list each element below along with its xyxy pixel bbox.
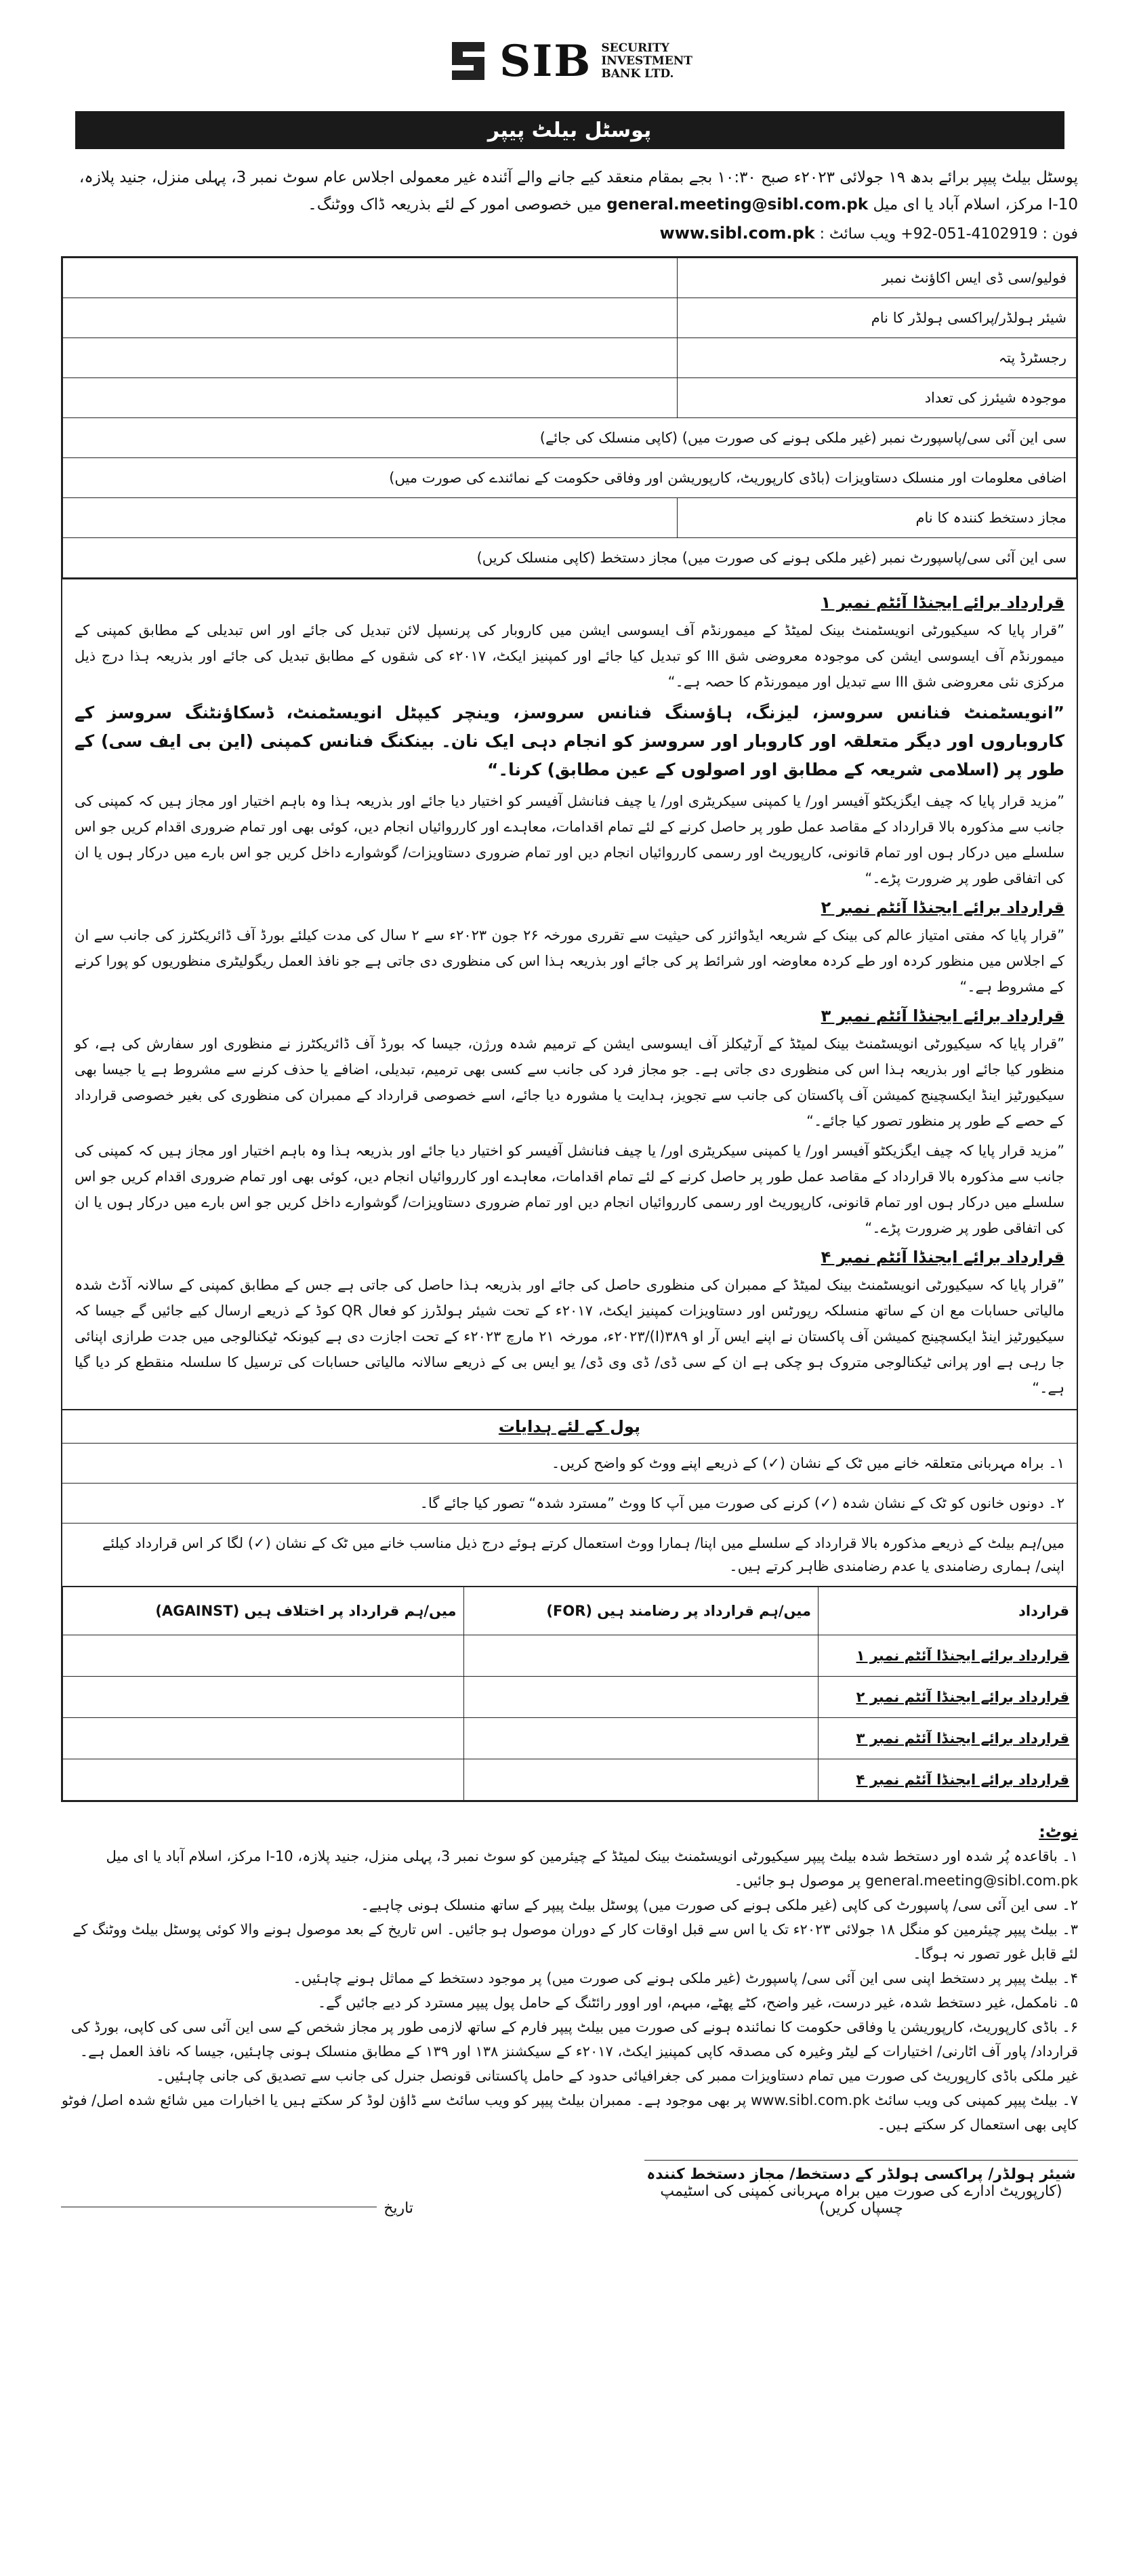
agenda-heading: قرارداد برائے ایجنڈا آئٹم نمبر ۱ bbox=[821, 593, 1064, 612]
field-row bbox=[63, 298, 1077, 338]
ballot-form bbox=[61, 256, 1078, 1802]
vote-against-box[interactable] bbox=[63, 1677, 464, 1718]
member-info-table bbox=[62, 258, 1077, 578]
vote-for-box[interactable] bbox=[463, 1635, 818, 1677]
field-label: سی این آئی سی/پاسپورٹ نمبر (غیر ملکی ہونے کی صورت میں) (کاپی منسلک کی جائے) bbox=[63, 418, 1077, 458]
agenda-heading: قرارداد برائے ایجنڈا آئٹم نمبر ۴ bbox=[821, 1248, 1064, 1267]
signature-block[interactable] bbox=[644, 2160, 1078, 2217]
col-for: میں/ہم قرارداد پر رضامند ہیں (FOR) bbox=[463, 1587, 818, 1635]
page-title: پوسٹل بیلٹ پیپر bbox=[75, 111, 1064, 149]
notes-title: نوٹ: bbox=[1039, 1822, 1078, 1841]
vote-for-box[interactable] bbox=[463, 1718, 818, 1759]
vote-resolution: قرارداد برائے ایجنڈا آئٹم نمبر ۲ bbox=[819, 1677, 1077, 1718]
resolution-text: ”مزید قرار پایا کہ چیف ایگزیکٹو آفیسر اور/ یا کمپنی سیکریٹری اور/ یا چیف فنانشل آفیسر کو اختیار دیا جائے اور بذریعہ ہذا وہ باہم اختیار اور مجاز ہیں کہ کمپنی کی جانب سے مذکورہ بالا قرارداد کے مقاصد عمل طور پر حاصل کرنے کے لئے تمام اقدامات، معاہدے اور کارروائیاں انجام دیں، کوئی بھی اور تمام ضروری اقدام کریں جو اس سلسلے میں درکار ہوں اور تمام قانونی، کارپوریٹ اور رسمی کارروائیاں انجام دیں اور تمام ضروری دستاویزات/ گوشوارے داخل کریں جو اس بارے میں درکار ہوں یا ان کی اتفاقی طور پر ضرورت پڑے۔“ bbox=[75, 1143, 1064, 1236]
resolution-text: ”قرار پایا کہ مفتی امتیاز عالم کی بینک کے شریعہ ایڈوائزر کی حیثیت سے تقرری مورخہ ۲۶ جون ۲۰۲۳ء سے ۲ سال کی مدت کیلئے بورڈ آف ڈائریکٹرز کی جانب سے ان کے اجلاس میں منظور کردہ اور طے کردہ معاوضہ اور شرائط پر کی جائے اور بذریعہ ہذا اس کی منظوری دی جاتی ہے جو نافذ العمل ریگولیٹری منظوریوں کو پورا کرنے کے مشروط ہے۔“ bbox=[75, 927, 1064, 995]
vote-resolution: قرارداد برائے ایجنڈا آئٹم نمبر ۱ bbox=[819, 1635, 1077, 1677]
col-against: میں/ہم قرارداد پر اختلاف ہیں (AGAINST) bbox=[63, 1587, 464, 1635]
signature-label: شیئر ہولڈر/ پراکسی ہولڈر کے دستخط/ مجاز دستخط کنندہ bbox=[646, 2166, 1076, 2183]
signature-subtext: (کارپوریٹ ادارے کی صورت میں براہ مہربانی کمپنی کی اسٹیمپ چسپاں کریں) bbox=[660, 2183, 1062, 2217]
date-label: تاریخ bbox=[384, 2200, 413, 2217]
email-link[interactable]: general.meeting@sibl.com.pk bbox=[606, 196, 869, 213]
resolution-text: ”انویسٹمنٹ فنانس سروسز، لیزنگ، ہاؤسنگ فنانس سروسز، وینچر کیپٹل انویسٹمنٹ، ڈسکاؤنٹنگ سروسز کے کاروباروں اور دیگر متعلقہ اور کاروبار اور سروسز کو انجام دہی ایک نان۔ بینکنگ فنانس کمپنی (این بی ایف سی) کے طور پر (اسلامی شریعہ کے مطابق اور اصولوں کے عین مطابق) کرنا۔“ bbox=[75, 703, 1064, 779]
agenda-item-1 bbox=[62, 578, 1077, 1409]
instruction-item: ۲۔ دونوں خانوں کو ٹک کے نشان شدہ (✓) کرنے کی صورت میں آپ کا ووٹ ”مسترد شدہ“ تصور کیا جائے گا۔ bbox=[62, 1483, 1077, 1523]
logo-mark-icon bbox=[447, 37, 490, 85]
ballot-page bbox=[41, 14, 1098, 2217]
contact-line: فون : +92-051-4102919 ویب سائٹ : www.sibl.com.pk bbox=[659, 224, 1078, 243]
logo-subtitle: SECURITY INVESTMENT BANK LTD. bbox=[601, 41, 692, 81]
vote-resolution: قرارداد برائے ایجنڈا آئٹم نمبر ۳ bbox=[819, 1718, 1077, 1759]
field-label: اضافی معلومات اور منسلک دستاویزات (باڈی کارپوریٹ، کارپوریشن اور وفاقی حکومت کے نمائندے کی صورت میں) bbox=[63, 458, 1077, 498]
notes-section bbox=[61, 1820, 1078, 2137]
note-item: ۳۔ بیلٹ پیپر چیئرمین کو منگل ۱۸ جولائی ۲۰۲۳ء تک یا اس سے قبل اوقات کار کے دوران موصول ہو جائیں۔ اس تاریخ کے بعد موصول ہونے والا کوئی پوسٹل بیلٹ ووٹنگ کے لئے قابل غور تصور نہ ہوگا۔ bbox=[73, 1921, 1078, 1962]
field-input[interactable] bbox=[63, 378, 678, 418]
resolution-text: ”قرار پایا کہ سیکیورٹی انویسٹمنٹ بینک لمیٹڈ کے میمورنڈم آف ایسوسی ایشن میں کاروبار کی پرنسپل لائن تبدیل کی جائے اور اس تبدیلی کے مطابق کمپنی کے میمورنڈم آف ایسوسی ایشن کی موجودہ معروضی شق III کو تبدیل کیا جائے اور کمپنیز ایکٹ، ۲۰۱۷ء کی شقوں کے مطابق تبدیل کی جائے اور بذریعہ ہذا درج ذیل مرکزی نئی معروضی شق III سے تبدیل اور میمورنڈم کا حصہ ہے۔“ bbox=[75, 622, 1064, 690]
field-row bbox=[63, 538, 1077, 578]
instruction-item: ۱۔ براہ مہربانی متعلقہ خانے میں ٹک کے نشان (✓) کے ذریعے اپنے ووٹ کو واضح کریں۔ bbox=[62, 1443, 1077, 1483]
website-link[interactable]: www.sibl.com.pk bbox=[659, 224, 815, 243]
field-input[interactable] bbox=[63, 258, 678, 298]
field-label: سی این آئی سی/پاسپورٹ نمبر (غیر ملکی ہونے کی صورت میں) مجاز دستخط (کاپی منسلک کریں) bbox=[63, 538, 1077, 578]
instruction-statement: میں/ہم بیلٹ کے ذریعے مذکورہ بالا قرارداد کے سلسلے میں اپنا/ ہمارا ووٹ استعمال کرتے ہوئے درج ذیل مناسب خانے میں ٹک کے نشان (✓) لگا کر اس قرارداد کیلئے اپنی/ ہماری رضامندی یا عدم رضامندی ظاہر کرتے ہیں۔ bbox=[62, 1523, 1077, 1586]
vote-row bbox=[63, 1677, 1077, 1718]
header bbox=[41, 20, 1098, 102]
field-label: رجسٹرڈ پتہ bbox=[678, 338, 1077, 378]
field-label: شیئر ہولڈر/پراکسی ہولڈر کا نام bbox=[678, 298, 1077, 338]
signature-area bbox=[61, 2160, 1078, 2217]
vote-for-box[interactable] bbox=[463, 1759, 818, 1801]
instructions-title: پول کے لئے ہدایات bbox=[62, 1409, 1077, 1443]
resolution-text: ”قرار پایا کہ سیکیورٹی انویسٹمنٹ بینک لمیٹڈ کے ممبران کی منظوری حاصل کی جائے اور بذریعہ ہذا حاصل کی جاتی ہے جس کے مطابق کمپنی کے سالانہ آڈٹ شدہ مالیاتی حسابات مع ان کے ساتھ منسلکہ رپورٹس اور دستاویزات کمپنیز ایکٹ، ۲۰۱۷ء کے تحت شیئر ہولڈرز کو فعال QR کوڈ کے ذریعے ارسال کیے جائیں گے جیسا کہ سیکیورٹیز اینڈ ایکسچینج کمیشن آف پاکستان نے اپنے ایس آر او ۳۸۹(I)/۲۰۲۳ء، مورخہ ۲۱ مارچ ۲۰۲۳ء کے تحت اجازت دی ہے کیونکہ ٹیکنالوجی میں جدت طرازی اپنائی جا رہی ہے اور پرانی ٹیکنالوجی متروک ہو چکی ہے ان کے سی ڈی/ ڈی وی ڈی/ یو ایس بی کے ذریعے سالانہ مالیاتی حسابات کی ترسیل کا سلسلہ منقطع کر دیا گیا ہے۔“ bbox=[75, 1277, 1064, 1396]
field-input[interactable] bbox=[63, 498, 678, 538]
field-row bbox=[63, 498, 1077, 538]
vote-for-box[interactable] bbox=[463, 1677, 818, 1718]
vote-against-box[interactable] bbox=[63, 1759, 464, 1801]
vote-against-box[interactable] bbox=[63, 1635, 464, 1677]
resolution-text: ”مزید قرار پایا کہ چیف ایگزیکٹو آفیسر اور/ یا کمپنی سیکریٹری اور/ یا چیف فنانشل آفیسر کو اختیار دیا جائے اور بذریعہ ہذا وہ باہم اختیار اور مجاز ہیں کہ کمپنی کی جانب سے مذکورہ بالا قرارداد کے مقاصد عمل طور پر حاصل کرنے کے لئے تمام اقدامات، معاہدے اور کارروائیاں انجام دیں، کوئی بھی اور تمام ضروری اقدام کریں جو اس سلسلے میں درکار ہوں اور تمام قانونی، کارپوریٹ اور رسمی کارروائیاں انجام دیں اور تمام ضروری دستاویزات/ گوشوارے داخل کریں جو اس بارے میں درکار ہوں یا ان کی اتفاقی طور پر ضرورت پڑے۔“ bbox=[75, 793, 1064, 886]
vote-table bbox=[62, 1586, 1077, 1801]
field-label: فولیو/سی ڈی ایس اکاؤنٹ نمبر bbox=[678, 258, 1077, 298]
resolution-text: ”قرار پایا کہ سیکیورٹی انویسٹمنٹ بینک لمیٹڈ کے آرٹیکلز آف ایسوسی ایشن کے ترمیم شدہ ورژن، جیسا کہ بورڈ آف ڈائریکٹرز نے منظوری اور سفارش کی ہے، کو منظور کیا جائے اور بذریعہ ہذا اس کی منظوری دی جاتی ہے۔ جو مجاز فرد کی جانب سے کسی بھی ترمیم، تبدیلی، اضافے یا حذف کرنے سے مشروط ہے یا جیسا بھی سیکیورٹیز اینڈ ایکسچینج کمیشن آف پاکستان کی جانب سے تجویز، ہدایت یا مشورہ دیا جائے، اسے خصوصی قرارداد کے ممبران کی منظوری کی بغیر خصوصی قرارداد کے حصے کے طور پر منظور تصور کیا جائے۔“ bbox=[75, 1036, 1064, 1129]
field-row bbox=[63, 338, 1077, 378]
date-field[interactable] bbox=[61, 2160, 413, 2217]
vote-header-row bbox=[63, 1587, 1077, 1635]
vote-row bbox=[63, 1635, 1077, 1677]
note-item: ۲۔ سی این آئی سی/ پاسپورٹ کی کاپی (غیر ملکی ہونے کی صورت میں) پوسٹل بیلٹ پیپر کے ساتھ منسلک ہونی چاہیے۔ bbox=[360, 1897, 1078, 1913]
col-resolution: قرارداد bbox=[819, 1587, 1077, 1635]
note-item: ۴۔ بیلٹ پیپر پر دستخط اپنی سی این آئی سی/ پاسپورٹ (غیر ملکی ہونے کی صورت میں) پر موجود دستخط کے مماثل ہونے چاہئیں۔ bbox=[293, 1970, 1078, 1986]
logo-word: SIB bbox=[499, 35, 592, 87]
vote-resolution: قرارداد برائے ایجنڈا آئٹم نمبر ۴ bbox=[819, 1759, 1077, 1801]
note-item: ۷۔ بیلٹ پیپر کمپنی کی ویب سائٹ www.sibl.com.pk پر بھی موجود ہے۔ ممبران بیلٹ پیپر کو ویب سائٹ سے ڈاؤن لوڈ کر سکتے ہیں یا اخبارات میں شائع شدہ اصل/ فوٹو کاپی بھی استعمال کر سکتے ہیں۔ bbox=[61, 2092, 1078, 2133]
field-row bbox=[63, 378, 1077, 418]
intro-text: پوسٹل بیلٹ پیپر برائے بدھ ۱۹ جولائی ۲۰۲۳ء صبح ۱۰:۳۰ بجے بمقام منعقد کیے جانے والے آئندہ غیر معمولی اجلاس عام سوٹ نمبر 3، پہلی منزل، جنید پلازہ، 10-I مرکز، اسلام آباد یا ای میل general.meeting@sibl.com.pk میں خصوصی امور کے لئے بذریعہ ڈاک ووٹنگ۔ bbox=[79, 169, 1078, 213]
field-row bbox=[63, 258, 1077, 298]
field-row bbox=[63, 418, 1077, 458]
field-label: مجاز دستخط کنندہ کا نام bbox=[678, 498, 1077, 538]
note-item: ۱۔ باقاعدہ پُر شدہ اور دستخط شدہ بیلٹ پیپر سیکیورٹی انویسٹمنٹ بینک لمیٹڈ کے چیئرمین کو سوٹ نمبر 3، پہلی منزل، جنید پلازہ، 10-I مرکز، اسلام آباد یا ای میل general.meeting@sibl.com.pk پر موصول ہو جائیں۔ bbox=[106, 1848, 1078, 1889]
field-input[interactable] bbox=[63, 298, 678, 338]
agenda-heading: قرارداد برائے ایجنڈا آئٹم نمبر ۳ bbox=[821, 1006, 1064, 1025]
phone-number: +92-051-4102919 bbox=[900, 226, 1038, 243]
sib-logo bbox=[447, 36, 692, 87]
agenda-heading: قرارداد برائے ایجنڈا آئٹم نمبر ۲ bbox=[821, 898, 1064, 917]
field-row bbox=[63, 458, 1077, 498]
vote-against-box[interactable] bbox=[63, 1718, 464, 1759]
note-item: ۵۔ نامکمل، غیر دستخط شدہ، غیر درست، غیر واضح، کٹے پھٹے، مبہم، اور اوور رائٹنگ کے حامل پول پیپر مسترد کر دیے جائیں گے۔ bbox=[317, 1995, 1078, 2011]
field-input[interactable] bbox=[63, 338, 678, 378]
field-label: موجودہ شیئرز کی تعداد bbox=[678, 378, 1077, 418]
vote-row bbox=[63, 1759, 1077, 1801]
vote-row bbox=[63, 1718, 1077, 1759]
note-item: ۶۔ باڈی کارپوریٹ، کارپوریشن یا وفاقی حکومت کا نمائندہ ہونے کی صورت میں بیلٹ پیپر فارم کے ساتھ لازمی طور پر مجاز شخص کے سی این آئی سی کی کاپی، بورڈ کی قرارداد/ پاور آف اٹارنی/ اختیارات کے لیٹر وغیرہ کی مصدقہ کاپی کمپنیز ایکٹ، ۲۰۱۷ء کے سیکشنز ۱۳۸ اور ۱۳۹ کے مطابق منسلک ہونی چاہئیں، جیسا کہ نافذ العمل ہے۔ غیر ملکی باڈی کارپوریٹ کی صورت میں تمام دستاویزات ممبر کی جغرافیائی حدود کے حامل پاکستانی قونصل جنرل کی جانب سے تصدیق کی جانی چاہئیں۔ bbox=[70, 2019, 1078, 2084]
